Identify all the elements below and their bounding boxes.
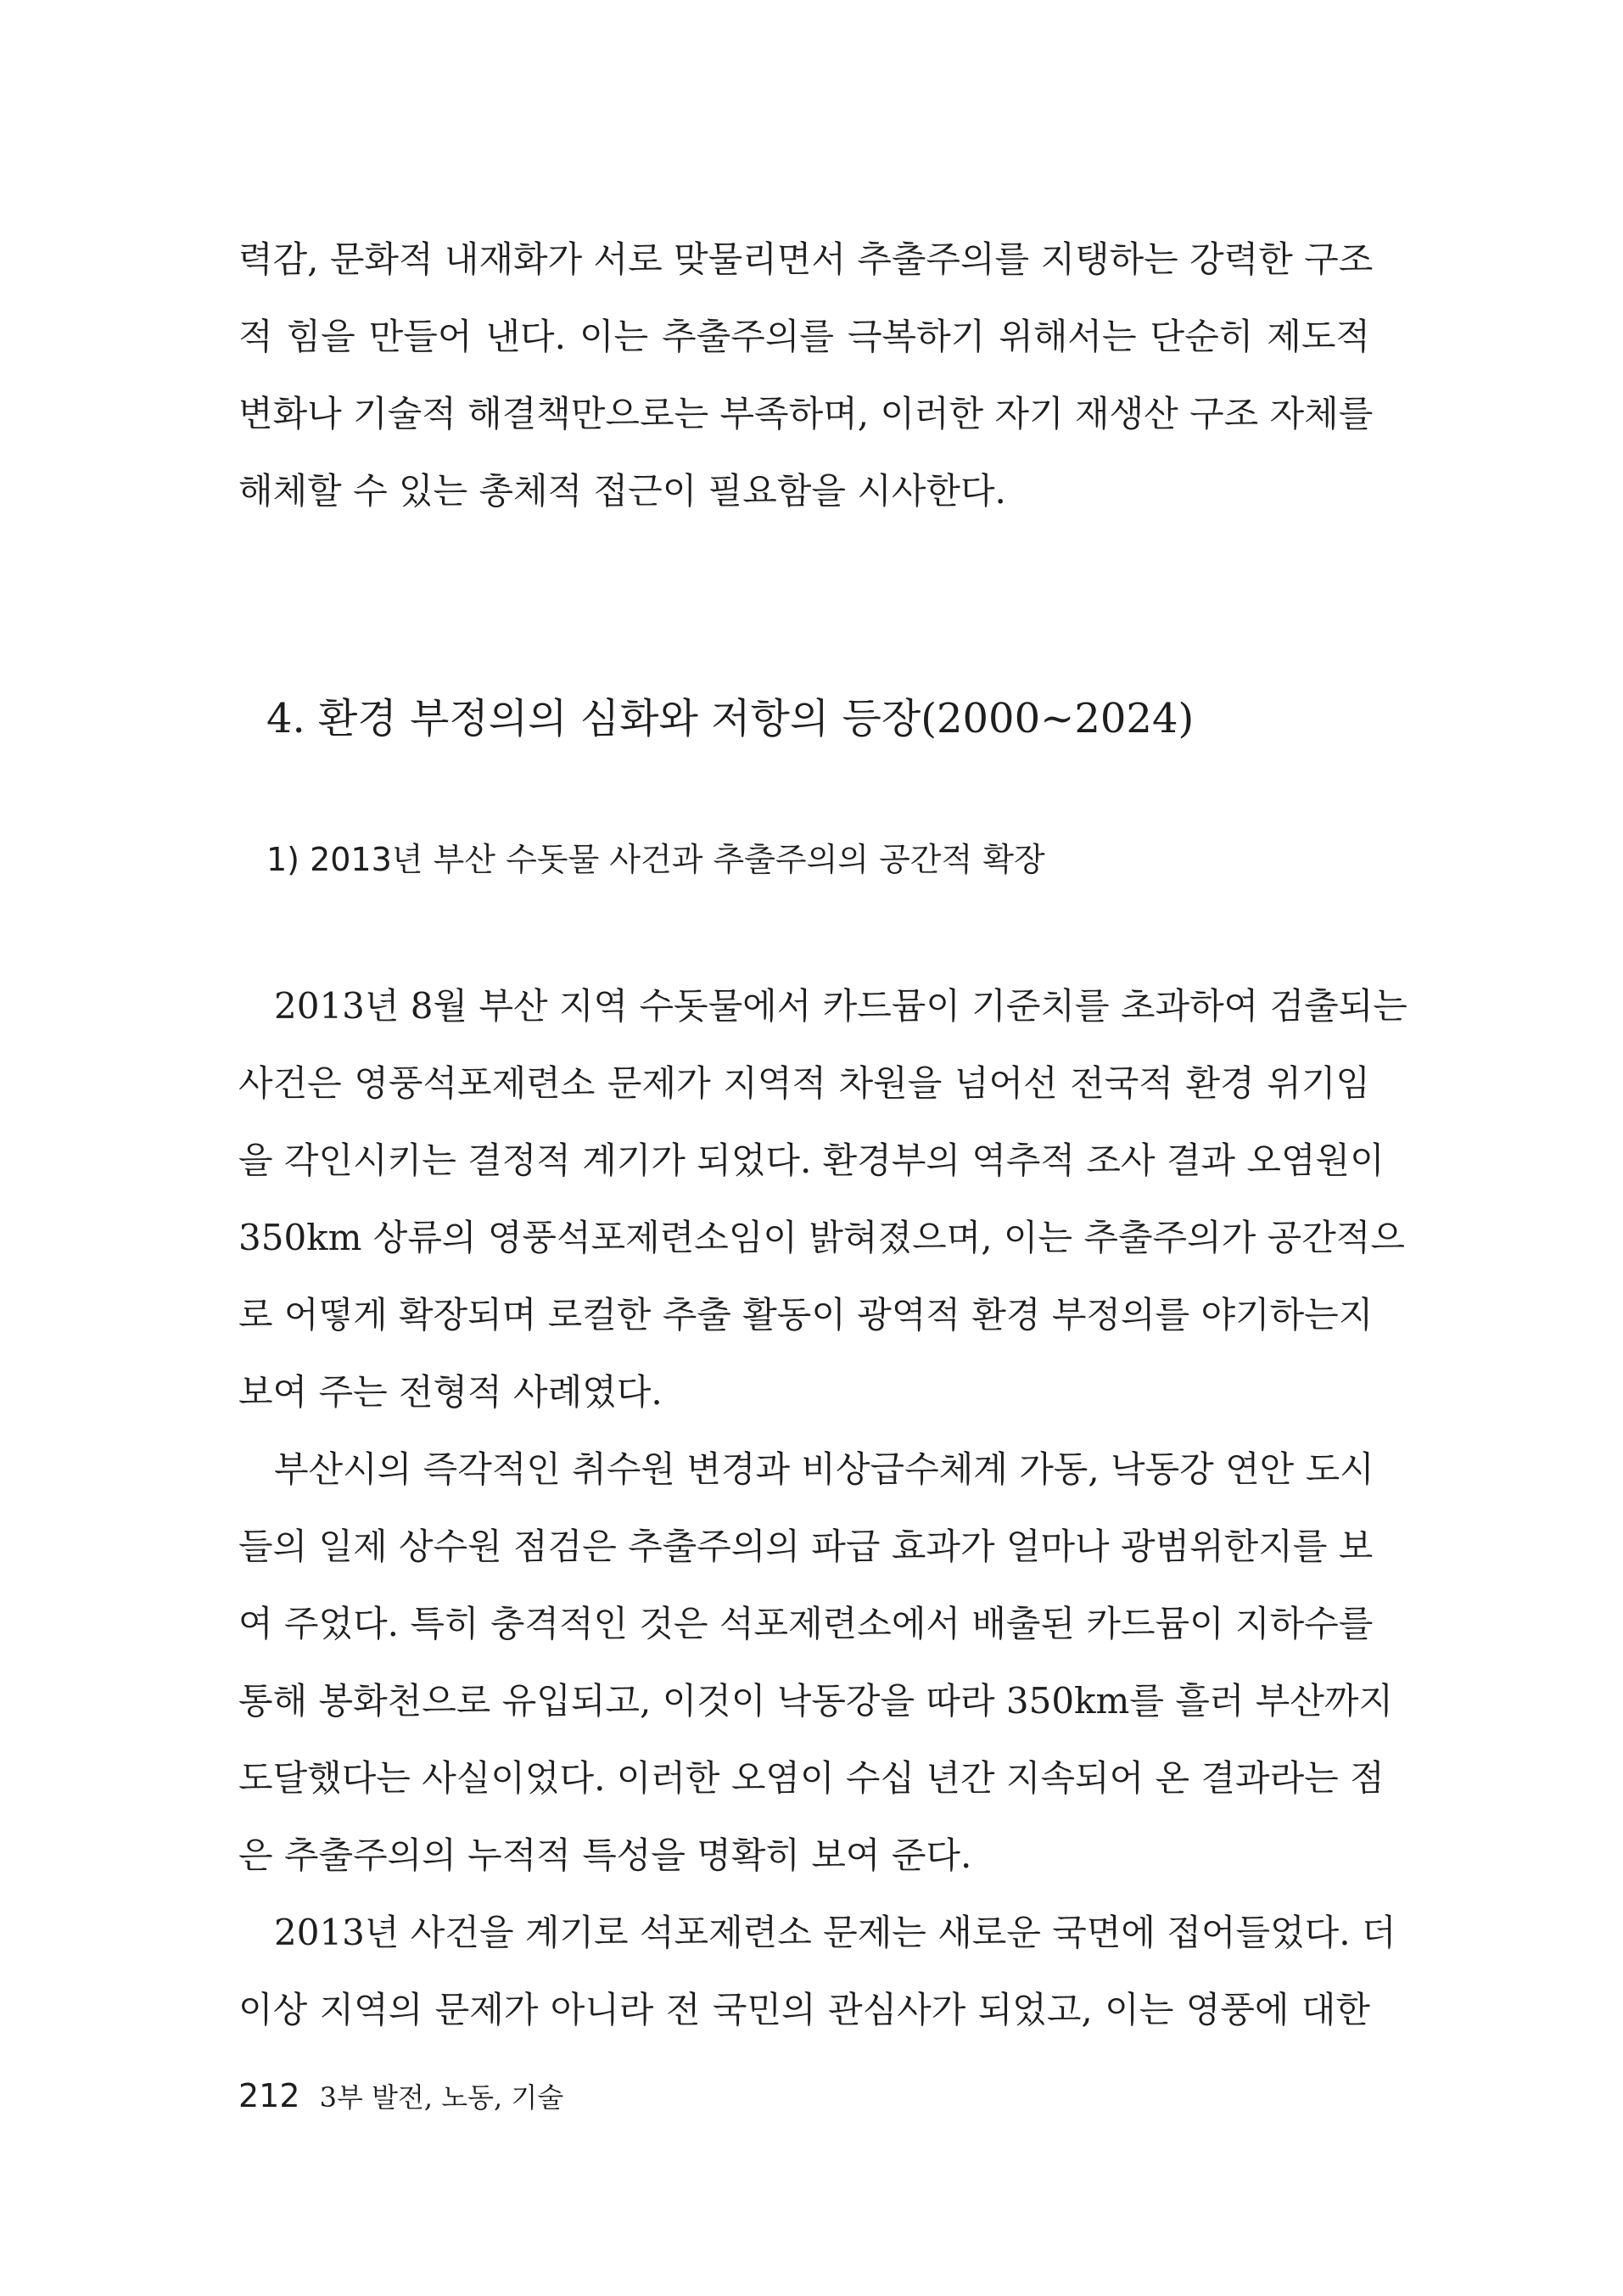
paragraph-line: 2013년 사건을 계기로 석포제련소 문제는 새로운 국면에 접어들었다. 더 — [274, 1912, 1396, 1953]
paragraph-line: 은 추출주의의 누적적 특성을 명확히 보여 준다. — [238, 1834, 972, 1876]
sub-heading: 1) 2013년 부산 수돗물 사건과 추출주의의 공간적 확장 — [266, 841, 1045, 878]
continued-paragraph — [238, 221, 1374, 529]
body-text — [238, 967, 1408, 2048]
paragraph-line: 보여 주는 전형적 사례였다. — [238, 1371, 663, 1413]
paragraph-line: 이상 지역의 문제가 아니라 전 국민의 관심사가 되었고, 이는 영풍에 대한 — [238, 1989, 1370, 2030]
paragraph-line: 로 어떻게 확장되며 로컬한 추출 활동이 광역적 환경 부정의를 야기하는지 — [238, 1294, 1374, 1336]
paragraph-line: 350km 상류의 영풍석포제련소임이 밝혀졌으며, 이는 추출주의가 공간적으 — [238, 1217, 1405, 1258]
page-footer — [238, 2070, 563, 2121]
paragraph-line: 들의 일제 상수원 점검은 추출주의의 파급 효과가 얼마나 광범위한지를 보 — [238, 1526, 1374, 1567]
paragraph-line: 력감, 문화적 내재화가 서로 맞물리면서 추출주의를 지탱하는 강력한 구조 — [238, 238, 1374, 280]
paragraph-line: 적 힘을 만들어 낸다. 이는 추출주의를 극복하기 위해서는 단순히 제도적 — [238, 316, 1370, 357]
running-title: 3부 발전, 노동, 기술 — [319, 2081, 564, 2114]
paragraph — [238, 1431, 1394, 1894]
paragraph-line: 부산시의 즉각적인 취수원 변경과 비상급수체계 가동, 낙동강 연안 도시 — [274, 1448, 1374, 1490]
paragraph-line: 2013년 8월 부산 지역 수돗물에서 카드뮴이 기준치를 초과하여 검출되는 — [274, 985, 1408, 1027]
page-number: 212 — [238, 2077, 300, 2114]
paragraph-line: 도달했다는 사실이었다. 이러한 오염이 수십 년간 지속되어 온 결과라는 점 — [238, 1757, 1385, 1799]
paragraph-line: 사건은 영풍석포제련소 문제가 지역적 차원을 넘어선 전국적 환경 위기임 — [238, 1062, 1370, 1104]
paragraph — [238, 967, 1408, 1431]
paragraph-line: 을 각인시키는 결정적 계기가 되었다. 환경부의 역추적 조사 결과 오염원이 — [238, 1140, 1385, 1181]
paragraph — [238, 1894, 1396, 2048]
section-heading: 4. 환경 부정의의 심화와 저항의 등장(2000~2024) — [266, 695, 1195, 742]
paragraph-line: 여 주었다. 특히 충격적인 것은 석포제련소에서 배출된 카드뮴이 지하수를 — [238, 1603, 1374, 1644]
paragraph-line: 해체할 수 있는 총체적 접근이 필요함을 시사한다. — [238, 470, 1006, 512]
paragraph-line: 변화나 기술적 해결책만으로는 부족하며, 이러한 자기 재생산 구조 자체를 — [238, 393, 1374, 434]
paragraph-line: 통해 봉화천으로 유입되고, 이것이 낙동강을 따라 350km를 흘러 부산까지 — [238, 1680, 1394, 1722]
